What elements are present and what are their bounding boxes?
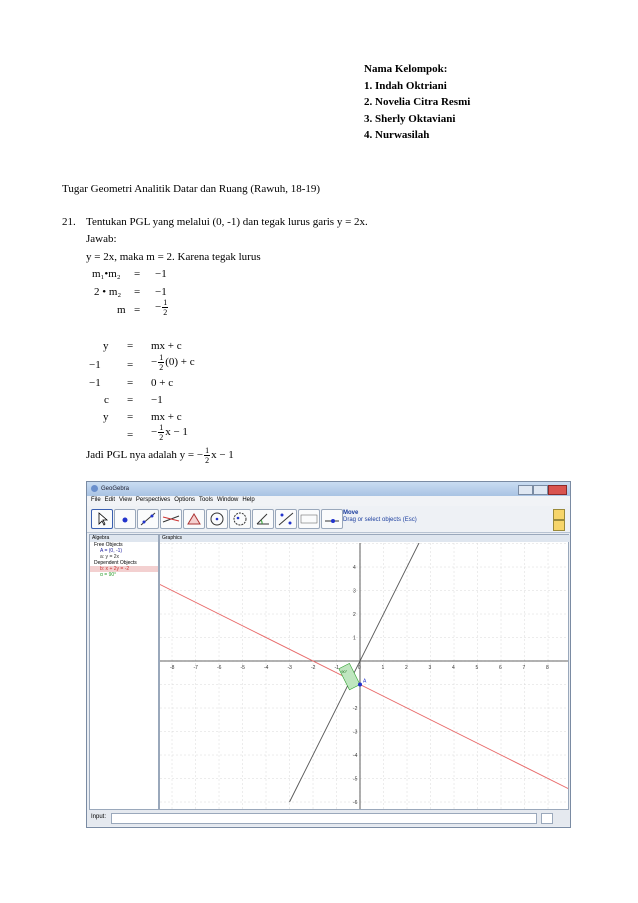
step5-lhs: −1 xyxy=(89,359,101,371)
tool-hint-title: Move xyxy=(343,510,359,516)
graphics-title: Graphics xyxy=(160,535,570,542)
x-tick-label: -4 xyxy=(264,665,269,671)
y-tick-label: 4 xyxy=(353,565,356,571)
step8-op: = xyxy=(127,411,134,423)
group-member: 4. Nurwasilah xyxy=(364,129,430,141)
tool-hint xyxy=(343,510,417,524)
y-tick-label: 3 xyxy=(353,588,356,595)
step7-rhs: −1 xyxy=(151,394,163,406)
course-title: Tugar Geometri Analitik Datar dan Ruang (Rawuh, 18-19) xyxy=(62,183,321,195)
step1-lhs: m₁•m₂ xyxy=(92,268,121,280)
input-label: Input: xyxy=(91,814,107,820)
geogebra-titlebar xyxy=(87,482,570,496)
y-tick-label: -4 xyxy=(353,753,358,759)
algebra-group-dependent[interactable]: Dependent Objects xyxy=(94,560,137,566)
menu-help[interactable]: Help xyxy=(242,497,255,503)
algebra-item-A[interactable]: A = (0, -1) xyxy=(100,548,123,554)
geogebra-logo-icon xyxy=(91,485,98,492)
conclusion-num: 1 xyxy=(205,446,210,455)
x-tick-label: -6 xyxy=(217,665,222,671)
group-heading: Nama Kelompok: xyxy=(364,63,448,75)
x-tick-label: -7 xyxy=(193,665,198,671)
step4-op: = xyxy=(127,340,134,352)
step3-lhs: m xyxy=(117,304,126,316)
x-tick-label: 7 xyxy=(522,665,526,671)
step2-lhs: 2 • m₂ xyxy=(94,286,122,298)
step5-fraction xyxy=(158,353,164,372)
step4-rhs: mx + c xyxy=(151,340,182,352)
line-tool[interactable] xyxy=(137,509,159,529)
step6-op: = xyxy=(127,377,134,389)
point-A-label: A xyxy=(363,678,367,685)
slider-tool[interactable] xyxy=(321,509,343,529)
step6-lhs: −1 xyxy=(89,377,101,389)
x-tick-label: 0 xyxy=(358,665,361,671)
step9-fraction xyxy=(158,423,164,442)
step3-den: 2 xyxy=(163,308,168,317)
move-tool[interactable] xyxy=(91,509,113,529)
step3-sign: − xyxy=(155,301,162,314)
tool-hint-desc: Drag or select objects (Esc) xyxy=(343,517,417,523)
maximize-button[interactable] xyxy=(533,485,548,495)
conclusion-fraction xyxy=(204,446,210,465)
x-tick-label: 4 xyxy=(452,665,455,671)
y-tick-label: -2 xyxy=(353,706,358,712)
line-b xyxy=(160,583,568,790)
x-tick-label: 6 xyxy=(499,665,502,671)
step9-num: 1 xyxy=(159,423,164,432)
angle-tool[interactable] xyxy=(252,509,274,529)
menu-window[interactable]: Window xyxy=(216,497,239,503)
step9-tail: x − 1 xyxy=(165,426,188,439)
geogebra-window xyxy=(86,481,571,828)
minimize-button[interactable] xyxy=(518,485,533,495)
algebra-item-b[interactable]: b: x + 2y = -2 xyxy=(90,566,158,572)
menu-perspectives[interactable]: Perspectives xyxy=(135,497,171,503)
answer-label: Jawab: xyxy=(86,233,117,245)
undo-icon[interactable] xyxy=(553,509,565,520)
step3-num: 1 xyxy=(163,298,168,307)
close-button[interactable] xyxy=(548,485,567,495)
step7-lhs: c xyxy=(104,394,109,406)
conclusion-tail: x − 1 xyxy=(211,449,234,462)
y-tick-label: 2 xyxy=(353,612,356,618)
polygon-tool[interactable] xyxy=(183,509,205,529)
x-tick-label: -1 xyxy=(334,665,339,671)
algebra-item-alpha[interactable]: α = 90° xyxy=(100,572,117,578)
step5-rhs xyxy=(151,353,195,372)
redo-icon[interactable] xyxy=(553,520,565,531)
menu-bar xyxy=(87,496,570,506)
y-tick-label: -3 xyxy=(353,729,358,736)
step9-den: 2 xyxy=(159,433,164,442)
line-a xyxy=(287,543,422,802)
step5-num: 1 xyxy=(159,353,164,362)
menu-options[interactable]: Options xyxy=(174,497,195,503)
problem-statement xyxy=(62,216,368,228)
step5-op: = xyxy=(127,359,134,371)
menu-edit[interactable]: Edit xyxy=(104,497,116,503)
point-A xyxy=(358,683,362,687)
window-title: GeoGebra xyxy=(101,486,130,492)
group-member: 1. Indah Oktriani xyxy=(364,79,447,92)
menu-tools[interactable]: Tools xyxy=(198,497,213,503)
graphics-view[interactable] xyxy=(159,534,569,810)
y-tick-label: -5 xyxy=(353,776,358,783)
menu-file[interactable]: File xyxy=(91,497,101,503)
input-help-icon[interactable] xyxy=(541,813,553,824)
menu-view[interactable]: View xyxy=(119,497,132,503)
conclusion xyxy=(86,446,234,465)
step9-sign: − xyxy=(151,426,158,439)
circle-tool[interactable] xyxy=(206,509,228,529)
input-bar xyxy=(87,810,570,826)
step7-op: = xyxy=(127,394,134,406)
x-tick-label: 3 xyxy=(428,665,432,671)
reflect-tool[interactable] xyxy=(275,509,297,529)
point-tool[interactable] xyxy=(114,509,136,529)
step8-rhs: mx + c xyxy=(151,411,182,423)
x-tick-label: -5 xyxy=(240,665,245,671)
problem-number: 21. xyxy=(62,216,76,228)
x-tick-label: -3 xyxy=(287,665,292,671)
group-member: 2. Novelia Citra Resmi xyxy=(364,96,471,108)
graphics-canvas[interactable] xyxy=(160,543,568,809)
group-block xyxy=(364,61,470,144)
x-tick-label: 1 xyxy=(381,665,385,671)
text-tool[interactable] xyxy=(298,509,320,529)
step8-lhs: y xyxy=(103,411,109,423)
perpendicular-line-tool[interactable] xyxy=(160,509,182,529)
input-field[interactable] xyxy=(111,813,537,824)
conclusion-prefix: Jadi PGL nya adalah y = − xyxy=(86,449,204,462)
step2-rhs: −1 xyxy=(155,286,167,298)
step9-op: = xyxy=(127,429,134,441)
step5-den: 2 xyxy=(159,363,164,372)
conclusion-den: 2 xyxy=(205,456,210,465)
step3-rhs xyxy=(155,298,169,317)
algebra-view xyxy=(89,534,159,810)
step2-op: = xyxy=(134,286,141,298)
algebra-title: Algebra xyxy=(90,535,158,542)
ellipse-tool[interactable] xyxy=(229,509,251,529)
step6-rhs: 0 + c xyxy=(151,377,174,389)
x-tick-label: -8 xyxy=(170,665,175,671)
step4-lhs: y xyxy=(103,340,109,352)
step9-rhs xyxy=(151,423,188,442)
x-tick-label: 8 xyxy=(546,665,549,671)
y-tick-label: 1 xyxy=(353,635,356,642)
algebra-group-free[interactable]: Free Objects xyxy=(94,542,123,548)
group-member: 3. Sherly Oktaviani xyxy=(364,112,456,125)
toolbar xyxy=(87,506,570,533)
step5-sign: − xyxy=(151,356,158,369)
step1-op: = xyxy=(134,268,141,280)
x-tick-label: -2 xyxy=(311,665,316,671)
x-tick-label: 2 xyxy=(405,665,408,671)
step3-op: = xyxy=(134,304,141,316)
step5-tail: (0) + c xyxy=(165,356,195,369)
step3-fraction xyxy=(162,298,168,317)
y-tick-label: -6 xyxy=(353,800,358,806)
answer-intro: y = 2x, maka m = 2. Karena tegak lurus xyxy=(86,251,261,263)
x-tick-label: 5 xyxy=(475,665,479,671)
step1-rhs: −1 xyxy=(155,268,167,280)
problem-text: Tentukan PGL yang melalui (0, -1) dan tegak lurus garis y = 2x. xyxy=(86,216,368,228)
algebra-item-a[interactable]: a: y = 2x xyxy=(100,554,120,560)
angle-label: 90° xyxy=(341,668,348,674)
